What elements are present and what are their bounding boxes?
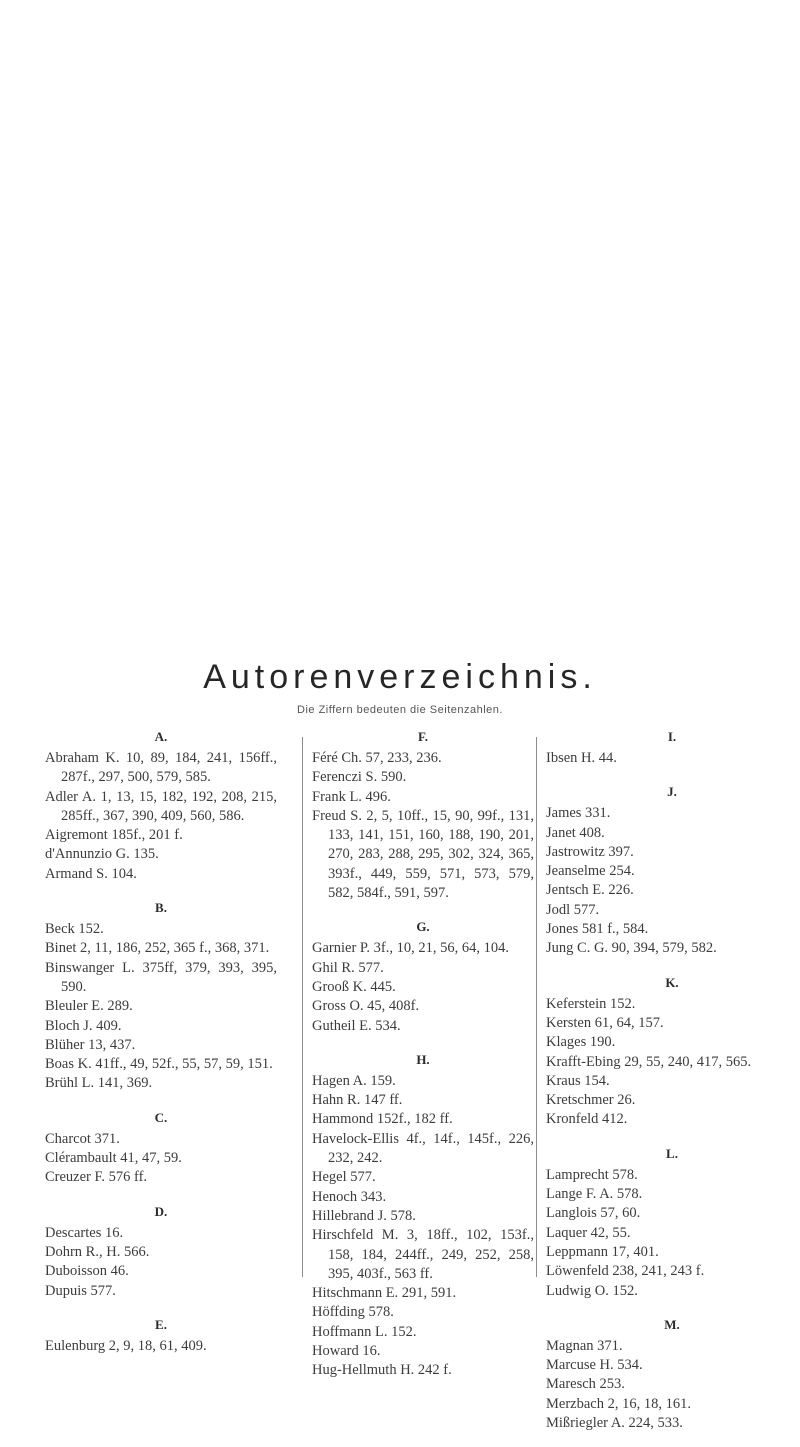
index-entry: Féré Ch. 57, 233, 236. [312,750,442,766]
letter-group [546,973,798,1130]
section-letter: E. [155,1316,167,1332]
index-column-1 [45,727,277,1370]
index-entry: Boas K. 41ff., 49, 52f., 55, 57, 59, 151. [45,1056,273,1073]
index-entry: Jones 581 f., 584. [546,921,649,938]
index-entry: Aigremont 185f., 201 f. [45,827,183,844]
index-entry: Adler A. 1, 13, 15, 182, 192, 208, 215, 285ff., 367, 390, 409, 560, 586. [45,788,277,824]
index-entry: Havelock-Ellis 4f., 14f., 145f., 226, 232, 242. [312,1130,534,1167]
index-entry: Descartes 16. [45,1224,124,1241]
index-entry: Garnier P. 3f., 10, 21, 56, 64, 104. [312,940,509,957]
index-entry: Abraham K. 10, 89, 184, 241, 156ff., 287f., 297, 500, 579, 585. [45,750,277,786]
letter-group [45,1315,277,1356]
section-letter: F. [418,729,428,744]
letter-group [546,782,798,958]
section-letter: A. [154,729,168,744]
section-letter: I. [667,729,677,744]
index-entry: Langlois 57, 60. [546,1205,641,1222]
index-entry: Duboisson 46. [45,1263,129,1280]
index-entry: Lange F. A. 578. [546,1186,643,1203]
index-entry: Beck 152. [45,921,104,938]
index-entry: Krafft-Ebing 29, 55, 240, 417, 565. [546,1053,752,1070]
index-entry: Ibsen H. 44. [546,750,617,766]
index-entry: Jastrowitz 397. [546,843,634,860]
index-entry: Freud S. 2, 5, 10ff., 15, 90, 99f., 131, 133, 141, 151, 160, 188, 190, 201, 270, 283, 288, 295, 302, 324, 365, 393f., 449, 559, 571, 573, 579, 582, 584f., 591, 597. [312,807,534,902]
letter-group [312,1050,534,1381]
section-letter: H. [416,1051,430,1067]
index-entry: James 331. [546,805,611,822]
index-entry: Magnan 371. [546,1337,623,1354]
index-entry: Marcuse H. 534. [546,1357,643,1374]
column-divider [302,737,303,1277]
column-divider [536,737,537,1277]
index-entry: d'Annunzio G. 135. [45,846,159,863]
index-entry: Creuzer F. 576 ff. [45,1169,148,1186]
index-entry: Leppmann 17, 401. [546,1243,659,1260]
index-entry: Binswanger L. 375ff, 379, 393, 395, 590. [45,959,277,995]
index-entry: Dupuis 577. [45,1282,116,1299]
index-entry: Jentsch E. 226. [546,882,634,899]
index-entry: Maresch 253. [546,1376,625,1393]
section-letter: J. [667,784,677,800]
index-entry: Hug-Hellmuth H. 242 f. [312,1362,452,1379]
index-entry: Jung C. G. 90, 394, 579, 582. [546,940,717,957]
section-letter: G. [416,919,430,935]
index-entry: Brühl L. 141, 369. [45,1075,153,1092]
index-entry: Armand S. 104. [45,865,137,882]
letter-group [45,898,277,1094]
index-entry: Bleuler E. 289. [45,998,133,1015]
index-entry: Gross O. 45, 408f. [312,998,420,1015]
index-entry: Mißriegler A. 224, 533. [546,1415,683,1432]
index-entry: Kretschmer 26. [546,1092,636,1109]
letter-group [546,1315,798,1433]
letter-group [312,727,534,903]
index-entry: Hitschmann E. 291, 591. [312,1285,457,1302]
index-column-3 [546,727,798,1447]
index-entry: Hegel 577. [312,1169,376,1186]
letter-group [546,1144,798,1301]
index-entry: Blüher 13, 437. [45,1036,136,1053]
index-entry: Jeanselme 254. [546,863,635,880]
index-entry: Keferstein 152. [546,995,636,1012]
index-entry: Hammond 152f., 182 ff. [312,1111,453,1128]
index-entry: Hagen A. 159. [312,1072,396,1089]
letter-group [45,727,277,884]
index-entry: Binet 2, 11, 186, 252, 365 f., 368, 371. [45,940,270,957]
index-entry: Bloch J. 409. [45,1017,122,1034]
letter-group [312,917,534,1035]
index-column-2 [312,727,534,1395]
index-entry: Ferenczi S. 590. [312,769,407,786]
letter-group [45,1202,277,1301]
index-entry: Howard 16. [312,1343,381,1360]
index-entry: Hillebrand J. 578. [312,1207,416,1224]
section-letter: D. [154,1203,168,1219]
section-letter: C. [154,1109,168,1125]
index-entry: Hoffmann L. 152. [312,1323,417,1340]
index-entry: Ghil R. 577. [312,959,384,976]
letter-group [45,1108,277,1188]
index-entry: Eulenburg 2, 9, 18, 61, 409. [45,1337,207,1354]
index-entry: Clérambault 41, 47, 59. [45,1150,182,1167]
index-entry: Henoch 343. [312,1188,387,1205]
index-entry: Jodl 577. [546,901,600,918]
section-letter: M. [664,1316,680,1332]
section-letter: B. [155,900,167,916]
page-subtitle: Die Ziffern bedeuten die Seitenzahlen. [297,704,503,716]
index-entry: Merzbach 2, 16, 18, 161. [546,1395,691,1412]
index-entry: Löwenfeld 238, 241, 243 f. [546,1263,705,1280]
index-entry: Janet 408. [546,824,605,841]
section-letter: L. [666,1145,678,1161]
index-entry: Laquer 42, 55. [546,1224,631,1241]
index-entry: Grooß K. 445. [312,978,396,995]
index-entry: Frank L. 496. [312,788,391,805]
index-entry: Klages 190. [546,1034,616,1051]
letter-group [546,727,798,768]
page-title: Autorenverzeichnis. [203,658,597,696]
index-entry: Dohrn R., H. 566. [45,1243,150,1260]
section-letter: K. [665,974,679,990]
index-entry: Kronfeld 412. [546,1111,628,1128]
index-entry: Hirschfeld M. 3, 18ff., 102, 153f., 158, 184, 244ff., 249, 252, 258, 395, 403f., 563 ff. [312,1227,534,1282]
index-entry: Lamprecht 578. [546,1166,638,1183]
index-entry: Kersten 61, 64, 157. [546,1014,664,1031]
index-entry: Kraus 154. [546,1072,610,1089]
index-entry: Hahn R. 147 ff. [312,1092,403,1109]
index-entry: Ludwig O. 152. [546,1282,638,1299]
index-entry: Gutheil E. 534. [312,1017,401,1034]
index-entry: Charcot 371. [45,1130,120,1147]
index-entry: Höffding 578. [312,1304,394,1321]
